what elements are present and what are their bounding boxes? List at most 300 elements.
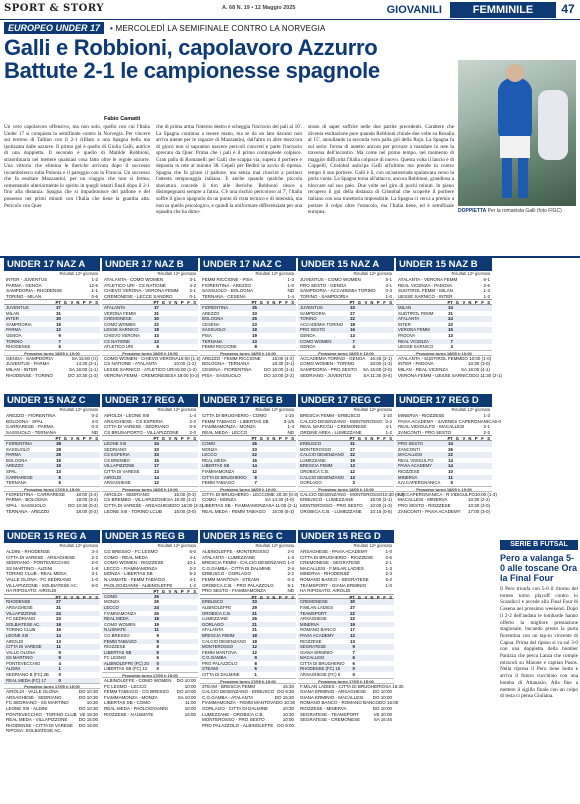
serie-b-headline: Pero a valanga 5-0 alle toscane Ora la Final Four <box>500 553 578 583</box>
result-match: BRESCIA FEMM - ERBUSCO <box>300 413 361 418</box>
team-points: 38 <box>56 440 61 446</box>
table-row <box>4 678 100 684</box>
result-score: 1-0 <box>287 560 294 566</box>
team-points: 37 <box>154 304 159 310</box>
standings-table <box>396 441 492 486</box>
team-points: 22 <box>350 616 355 622</box>
team-name: SEDRIANO <box>104 446 127 452</box>
fixture-time: 15:00 (5-1) <box>271 508 294 514</box>
fixture-time: SA 16:00 (4-1) <box>460 366 490 372</box>
result-match: CITTA DI VARESE - ARSAGHESE <box>6 554 76 560</box>
fixture-match: MONTEROSSO - PRO SESTO <box>300 502 363 508</box>
box-title: UNDER 17 NAZ C <box>200 258 296 271</box>
team-name: LECCO <box>104 604 119 610</box>
box-title: UNDER 15 REG B <box>102 530 198 543</box>
fixture-row <box>102 712 198 718</box>
team-points: 14 <box>448 457 453 463</box>
team-name: CREMONESE <box>300 599 328 605</box>
team-points: 0 <box>58 677 61 683</box>
team-name: CALCIO DESENZANO <box>300 474 344 480</box>
team-points: 19 <box>56 621 61 627</box>
result-score: ND <box>287 588 294 594</box>
fixture-time: DO 16:00 <box>78 722 98 728</box>
team-name: MINERVA <box>300 621 320 627</box>
team-points: 7 <box>254 480 257 486</box>
fixture-match: LEONE XIII - TORINO LCUB <box>104 508 162 514</box>
next-round-note: Prossimo turno 17/05 h 15:00 <box>4 683 100 689</box>
team-name: MONTEROSSO <box>300 446 332 452</box>
fixture-match: C.G.GAMBA - ATALANTA <box>202 694 254 700</box>
fixture-time: 18:30 (3-1) <box>271 361 294 367</box>
box-subtitle: Risultati 12ª giornata <box>157 271 196 276</box>
fixture-time: 10:30 <box>282 706 294 712</box>
result-score: 1-8 <box>91 565 98 571</box>
result-match: SAMPDORIA - ACCADEMIA TORINO <box>300 288 376 294</box>
team-points: 6 <box>352 660 355 666</box>
standings-box <box>200 530 296 802</box>
result-score: 3-1 <box>385 282 392 288</box>
next-round-note: Prossimo turno 18/05 h 10:00 <box>102 350 198 356</box>
team-name: SAMPDORIA <box>300 310 326 316</box>
fixture-time: 10:00 (1-3) <box>369 502 392 508</box>
result-match: CALCIO DESENZANO - MONTEROSSO <box>300 418 383 424</box>
box-subtitle: Risultati 12ª giornata <box>451 407 490 412</box>
fixture-match: VERONA FEMM - UESSE SARNICO <box>398 372 473 378</box>
team-points: 13 <box>154 468 159 474</box>
article-column-1: Un vero capolavoro offensivo, ma non solo, quello con cui l'Italia Under 17 si conquista la semifinale contro la Norvegia. Per vincere sul terreno di Tallinn con il 2-1 rifilato a una Spagna bella ma ipotizzata dalle azzurre. Il primo gol è quello di Giulia Galli, autrice di una doppietta. Il secondo è quello di Matilde Robbioni, straordinaria nel mettere qualsiasi cosa fatto oltre le regole azzurre. Una vittoria che elimina le iberiche arrivata dopo il successo rocambolesco sulla Polonia e il pareggio con la Francia. Un successo che fa esultare Mazzantini, per un viaggio che non si ferma, cementando ulteriormente lo spirito in quegli istanti finali dopo il 2-1 fino alla distanza. Spagna che si impadronisce del pallone e del possesso nei primi minuti con l'Italia che tiene la guardia alta. Pericolo con Quer <box>4 124 150 209</box>
result-match: LECCO - FIAMMAMONZA <box>104 565 158 571</box>
team-points: 12 <box>252 468 257 474</box>
fixture-match: ROMANO BANCO - ROMANO BANCO <box>300 700 380 706</box>
team-name: LUMEZZANE <box>300 457 327 463</box>
table-row <box>4 480 100 486</box>
team-points: 26 <box>448 446 453 452</box>
fixture-time: 10:30 <box>282 711 294 717</box>
result-score: 0-2 <box>91 413 98 418</box>
team-name: OROBICA C.B. <box>202 610 232 616</box>
team-name: FEMM MANTOVA <box>202 649 237 655</box>
article-column-2: che di prima arma l'interno destro e scheggia l'incrocio dei pali al 10'. La Spagna continua a tenere mano, ma se da un lato davanti non arriva niente per le ragazze di Mazzantini, dall'altro in altre mezz'ora di gioco non si sapranno nascere pericoli concreti e parte l'incrocio sprecato da Quer. Prima che i pali è il primo contropiede colpisce. Gran palla di Romanelli per Galli che scappa via, supera il portiere e deposita in rete al minuto 38. Cepeli per Bedini in avvio di ripresa. Spagna che fa girare il pallone, ma senza mai riuscire a portarsi l'attesta temporaggia italiana. E anche quando qualche piccola sbavatura concede il tiro alle iberiche. Robbioni riesce a disimpegnarsi sempre a fatica. C'è una rischio pericoloso al 7', l'Italia soffre il gioco spagnolo da un punto di vista tecnico e di intensità, ma non sa quello psicologico, e quindi la uniformare differenziata per una squadra che ha dimo- <box>156 124 302 216</box>
team-points: 24 <box>154 604 159 610</box>
fixture-time: DO 15:00 <box>78 717 98 723</box>
result-score: 1-0 <box>287 282 294 288</box>
team-points: 1 <box>58 666 61 672</box>
fixture-match: RHODENSE - TORINO <box>6 372 53 378</box>
box-subtitle: Risultati 12ª giornata <box>157 543 196 548</box>
box-subtitle: Risultati 12ª giornata <box>353 543 392 548</box>
team-name: RIOZZESE <box>104 644 126 650</box>
fixture-match: OROBICA C.B. - LUMEZZANE <box>300 508 362 514</box>
result-score: 2-0 <box>189 429 196 435</box>
team-points: 19 <box>56 321 61 327</box>
article-kicker <box>4 21 326 35</box>
result-score: 4-2 <box>189 282 196 288</box>
team-name: RHODENSE <box>6 344 31 350</box>
team-name: CS NATIONE <box>104 338 130 344</box>
result-match: HA RIPOSATO: AIROLDI <box>300 588 351 594</box>
team-name: GORLAGO <box>300 480 322 486</box>
result-score: 2-2 <box>189 565 196 571</box>
fixture-time: DO 16:00 (2-3) <box>173 502 204 508</box>
team-points: 33 <box>252 310 257 316</box>
fixture-match: FEMM TABIAGO - CG BRESSO <box>104 689 169 695</box>
result-match: CREMONESE - SEGRATESE <box>300 560 361 566</box>
result-match: JUVENTUS - COMO WOMEN <box>300 277 361 282</box>
result-match: BRESCIA FEMM - CALCIO DESENZANO <box>202 560 287 566</box>
team-name: MILAN <box>398 304 412 310</box>
team-name: LEONE XIII <box>6 632 29 638</box>
team-points: 6 <box>156 655 159 661</box>
result-score: 2-0 <box>91 560 98 566</box>
box-subtitle: Risultati 12ª giornata <box>157 407 196 412</box>
team-name: MILAN <box>6 310 20 316</box>
team-name: LESSE SARNICO <box>104 327 139 333</box>
team-points: 30 <box>350 599 355 605</box>
result-score: 6-0 <box>189 549 196 554</box>
fixture-match: FIAMMAMONZA - MONZA <box>104 694 158 700</box>
result-score: 4-1 <box>385 424 392 430</box>
fixture-match: SEGRATESE - CREMONESE <box>300 717 361 723</box>
team-points: 14 <box>154 474 159 480</box>
team-name: CITTA DI BRUGHERIO <box>202 474 247 480</box>
team-name: ARSAGHESE (FC) 8 <box>300 672 341 678</box>
result-score: 0-6 <box>385 554 392 560</box>
fixture-time: 10:30 <box>86 700 98 706</box>
team-name: ARSAGHESE <box>300 616 327 622</box>
fixture-time: 10:15 (0-6) <box>369 508 392 514</box>
next-round-note: Prossimo turno 17/05 h 15:00 <box>4 486 100 492</box>
result-match: MONZA - LIBERTAS SB <box>104 571 153 577</box>
fixture-time: SA 16:30 (1-2) <box>166 497 196 503</box>
team-points: 19 <box>154 327 159 333</box>
team-points: 12 <box>252 644 257 650</box>
fixture-time: 18:00 (1-2) <box>178 355 201 361</box>
fixture-row <box>298 509 394 515</box>
photo-player-shirt <box>498 78 532 138</box>
fixture-row <box>396 372 502 379</box>
fixture-time: DO 10:00 (2-2) <box>263 372 294 378</box>
team-points: 26 <box>252 616 257 622</box>
fixture-time: DO 10:00 <box>176 689 196 695</box>
result-match: SUDTIROL FEMM - MILAN <box>398 288 453 294</box>
team-points: 19 <box>56 463 61 469</box>
fixture-time: DO 10:00 <box>372 706 392 712</box>
team-name: CARRARESE <box>6 474 33 480</box>
result-match: ATALANTA - COMO WOMEN <box>104 277 164 282</box>
team-points: 25 <box>252 316 257 322</box>
kicker-text-value: MERCOLEDÌ LA SEMIFINALE CONTRO LA NORVEGIA <box>115 23 326 33</box>
box-title: UNDER 17 REG A <box>102 394 198 407</box>
team-name: LIBERTAS SB <box>104 649 132 655</box>
team-points: 13 <box>350 638 355 644</box>
photo-player-shorts <box>500 136 530 158</box>
result-score: 12-5 <box>88 282 98 288</box>
team-points: 18 <box>154 616 159 622</box>
team-points: 9 <box>254 655 257 661</box>
next-round-note: Prossimo turno 18/05 h 10:00 <box>102 486 198 492</box>
team-name: ATLETICO URI <box>104 344 134 350</box>
brand-logo: SPORT & STORY <box>4 3 105 14</box>
result-match: REAL MARCOLI - CREMONESE <box>300 424 367 430</box>
team-name: CITTA DI VARESE <box>6 644 42 650</box>
team-points: 13 <box>154 332 159 338</box>
box-title: UNDER 15 NAZ C <box>4 394 100 407</box>
team-points: 31 <box>56 310 61 316</box>
result-score: 0-1 <box>189 293 196 299</box>
table-header: PT G V N P F S <box>102 588 198 594</box>
result-score: 0-3 <box>91 424 98 430</box>
result-match: AIROLDI - LEONE XIII <box>104 413 150 418</box>
team-name: SEGRATESE <box>300 644 326 650</box>
team-points: 19 <box>350 621 355 627</box>
team-points: 31 <box>56 604 61 610</box>
standings-table <box>298 599 394 677</box>
team-name: TERNANA <box>6 480 27 486</box>
team-name: MACALLESI <box>300 655 325 661</box>
fixture-row <box>4 728 100 734</box>
fixture-match: FC SEDRIANO - SS MARTINO <box>6 700 69 706</box>
team-name: COMO <box>104 593 118 599</box>
team-name: SEDRIANO B (FC) 2B <box>6 672 49 678</box>
fixture-match: RHODENSE - CITTA DI VARESE <box>6 722 73 728</box>
result-score: 0-2 <box>385 418 392 424</box>
result-match: ARSAGHESE - CS ESPERIA <box>104 418 164 424</box>
team-points: 9 <box>58 649 61 655</box>
result-score: 4-1 <box>189 554 196 560</box>
result-match: FIORENTINA - AREZZO <box>202 282 252 288</box>
table-header: PT G V N P F S <box>298 435 394 441</box>
fixture-match: LIBERTAS SB - COMO <box>104 700 151 706</box>
team-name: RIOZZESE <box>398 468 420 474</box>
article-byline: Fabio Camatti <box>104 116 141 122</box>
box-title: UNDER 17 NAZ B <box>102 258 198 271</box>
team-points: 14 <box>252 463 257 469</box>
team-name: AREZZO <box>202 310 220 316</box>
team-name: FEMM RICCIONE <box>202 344 237 350</box>
result-match: CITTA DI BRUGHERIO - RIOZZESE <box>300 554 374 560</box>
result-match: REAL VICENZA - PADOVA <box>398 282 453 288</box>
team-name: BRESCIA FEMM <box>202 632 235 638</box>
standings-box <box>102 530 198 802</box>
photo-player-leg <box>518 158 528 198</box>
team-points: 8 <box>254 660 257 666</box>
team-points: 6 <box>352 655 355 661</box>
fixture-time: 18:00 (3-2) <box>75 491 98 497</box>
serie-b-sidebar <box>500 540 578 700</box>
team-name: VERONA FEMM <box>104 310 136 316</box>
team-name: MINERVA <box>398 474 418 480</box>
team-name: ACCADEMIA TORINO <box>300 321 344 327</box>
team-name: AIROLDI <box>104 474 122 480</box>
fixture-time: VE 20:00 <box>373 711 392 717</box>
team-points: 17 <box>350 627 355 633</box>
team-points: 24 <box>448 316 453 322</box>
result-score: 1-3 <box>287 277 294 282</box>
table-row <box>200 480 296 486</box>
team-name: GIANA ERMINIO <box>300 649 333 655</box>
table-header: PT G V N P F S <box>200 435 296 441</box>
fixture-time: SA 16:45 <box>373 717 392 723</box>
box-subtitle: Risultati 12ª giornata <box>451 271 490 276</box>
fixture-time: SA 14:30 (4-0) <box>264 497 294 503</box>
fixture-match: FIAMMAMONZA - FEMM MANTOVA <box>202 700 276 706</box>
fixture-match: TERNANA - AREZZO <box>6 508 50 514</box>
team-name: N.USMATE <box>104 627 126 633</box>
fixture-time: 16:45 (2-1) <box>369 355 392 361</box>
fixture-time: DO 15:00 (1-4) <box>263 366 294 372</box>
result-match: PARMA - GENOA <box>6 282 42 288</box>
team-name: SUDTIROL FEMM <box>398 310 434 316</box>
result-match: CREMONESE - LECCE SANDRO <box>104 293 173 299</box>
result-match: CHIEVO VERONA - VERONA FEMM <box>104 288 179 294</box>
fixture-row <box>102 509 198 515</box>
team-name: CS BREMBO <box>104 457 130 463</box>
team-name: FIORENTINA <box>6 440 33 446</box>
result-score: 1-2 <box>385 429 392 435</box>
section-label: GIOVANILI <box>386 4 442 16</box>
result-match: PRO SESTO - FIAMMAMONZA <box>202 588 266 594</box>
fixture-match: MACALLESI - MINERVA <box>398 497 448 503</box>
team-name: MONZA <box>202 446 218 452</box>
fixture-match: RIOZZESE - N.USMATE <box>104 711 154 717</box>
team-name: CALCIO DESENZANO <box>202 638 246 644</box>
fixture-match: IUV.CAPERGNANICA - R.VIDIGULFO <box>398 491 475 497</box>
team-name: PARMA <box>6 327 21 333</box>
team-name: REAL VICENZA <box>398 338 429 344</box>
result-score: 5-2 <box>385 576 392 582</box>
standings-box <box>102 258 201 394</box>
fixture-match: AIROLDI - SEDRIANO <box>104 491 150 497</box>
team-name: CS ESPERIA <box>104 452 130 458</box>
fixture-match: ARSAGHESE - SEDRIANO <box>6 694 62 700</box>
team-points: 9 <box>58 655 61 661</box>
team-points: 13 <box>350 474 355 480</box>
team-points: 6 <box>156 344 159 350</box>
result-score: 2-1 <box>483 424 490 430</box>
team-points: 8 <box>254 474 257 480</box>
team-name: ALDINI <box>6 666 20 672</box>
team-name: AIROLDI <box>6 638 24 644</box>
team-name: COMO WOMEN <box>104 621 136 627</box>
team-name: OROBICA C.B. <box>300 468 330 474</box>
team-name: ZANCONTI <box>398 446 420 452</box>
fixture-time: SA 16:00 (1-1) <box>68 366 98 372</box>
team-points: 7 <box>352 338 355 344</box>
standings-box <box>298 394 405 530</box>
fixture-time: 15:00 (3-0) <box>173 508 196 514</box>
team-name: TORINO <box>300 316 317 322</box>
fixture-match: SEGRATESE - TEAMSPORT <box>300 711 360 717</box>
result-score: 5-2 <box>189 571 196 577</box>
article-photo <box>458 60 576 206</box>
team-name: F.MILAN LADIES <box>300 604 333 610</box>
team-name: C.G.GAMBA <box>202 655 227 661</box>
result-match: TERNANA - CESENA <box>202 293 246 299</box>
result-match: TORINO CLUB - REAL MEDA <box>6 571 67 577</box>
standings-box <box>4 530 100 802</box>
team-name: PARMA <box>6 452 21 458</box>
team-points: 8 <box>254 344 257 350</box>
result-match: N.USMATE - FEMM TABIAGO <box>104 576 166 582</box>
box-subtitle: Risultati 12ª giornata <box>59 543 98 548</box>
team-points: 33 <box>252 599 257 605</box>
standings-box <box>298 258 394 394</box>
fixture-match: FIORENTINA - CARRARESE <box>6 491 66 497</box>
team-points: 13 <box>56 638 61 644</box>
fixture-match: PONTEVECCHIO - TORINO CLUB <box>6 711 77 717</box>
team-points: 12 <box>350 468 355 474</box>
standings-box <box>396 394 502 530</box>
fixture-time: SA 15:00 (3-0) <box>362 366 392 372</box>
box-subtitle: Risultati 12ª giornata <box>255 543 294 548</box>
result-match: VALLE OLONA - FC SEDRIANO <box>6 576 72 582</box>
result-match: CARRARESE - PARMA <box>6 424 54 430</box>
fixture-match: CS NATIONE - ATALANTA <box>104 361 158 367</box>
team-name: ATALANTA <box>398 316 420 322</box>
photo-player-head <box>506 64 524 82</box>
team-points: 19 <box>350 457 355 463</box>
team-name: SS MARTINO <box>6 655 33 661</box>
standings-table <box>200 441 296 486</box>
team-points: 31 <box>154 310 159 316</box>
fixture-match: REAL MEDA - PAOLOGIOANNI <box>104 706 168 712</box>
result-match: ATALANTA - LUMEZZANE <box>202 554 256 560</box>
team-points: 6 <box>58 344 61 350</box>
team-name: GENOA <box>6 332 22 338</box>
fixture-time: DO 10:30 <box>78 689 98 695</box>
fixture-row <box>298 373 394 379</box>
team-name: UESSE SARNICO <box>398 344 434 350</box>
team-points: 12 <box>252 649 257 655</box>
next-round-note: Prossimo turno 17/05 h 15:00 <box>102 672 198 678</box>
team-points: 4 <box>352 344 355 350</box>
box-title: UNDER 15 REG D <box>298 530 394 543</box>
table-row <box>200 672 296 678</box>
team-points: 37 <box>56 304 61 310</box>
team-name: REAL MEDA (FC) 17 <box>6 677 47 683</box>
standings-box <box>4 258 100 394</box>
team-name: GENOA <box>300 332 316 338</box>
team-name: TEAMSPORT <box>300 610 327 616</box>
fixture-match: PARMA - BOLOGNA <box>6 497 48 503</box>
team-name: PAVIA ACADEMY <box>398 463 432 469</box>
box-title: UNDER 15 REG A <box>4 530 100 543</box>
fixture-time: 15:30 <box>282 683 294 689</box>
team-name: MACALLESI <box>398 452 423 458</box>
table-header: PT G V N P F S <box>102 435 198 441</box>
table-row <box>102 480 198 486</box>
table-header: PT G V N P F S <box>4 594 100 600</box>
fixture-match: PRO SESTO - RIOZZESE <box>398 502 451 508</box>
fixture-match: PRO PALAZZOLO - ALBINOLEFFE <box>202 722 274 728</box>
team-points: 7 <box>450 338 453 344</box>
fixture-row <box>102 373 198 379</box>
fixture-match: LEONE XIII - ALDINI <box>6 706 48 712</box>
result-match: PAOLOGIOANNI - ALBINOLEFFE <box>104 582 173 588</box>
result-score: ND <box>287 288 294 294</box>
result-score: 0-5 <box>189 424 196 430</box>
team-points: 24 <box>56 610 61 616</box>
team-points: 11 <box>448 474 453 480</box>
fixture-time: 18:00 (0-2) <box>75 508 98 514</box>
team-name: ARSAGHESE <box>6 604 33 610</box>
serie-b-label: SERIE B FUTSAL <box>500 540 578 550</box>
team-name: VERONA FEMM <box>398 327 430 333</box>
team-name: BOLOGNA <box>202 316 224 322</box>
team-name: JUVENTUS <box>300 304 323 310</box>
fixture-time: 10:00 <box>184 706 196 712</box>
team-name: VILLAPIZZONE <box>104 463 135 469</box>
